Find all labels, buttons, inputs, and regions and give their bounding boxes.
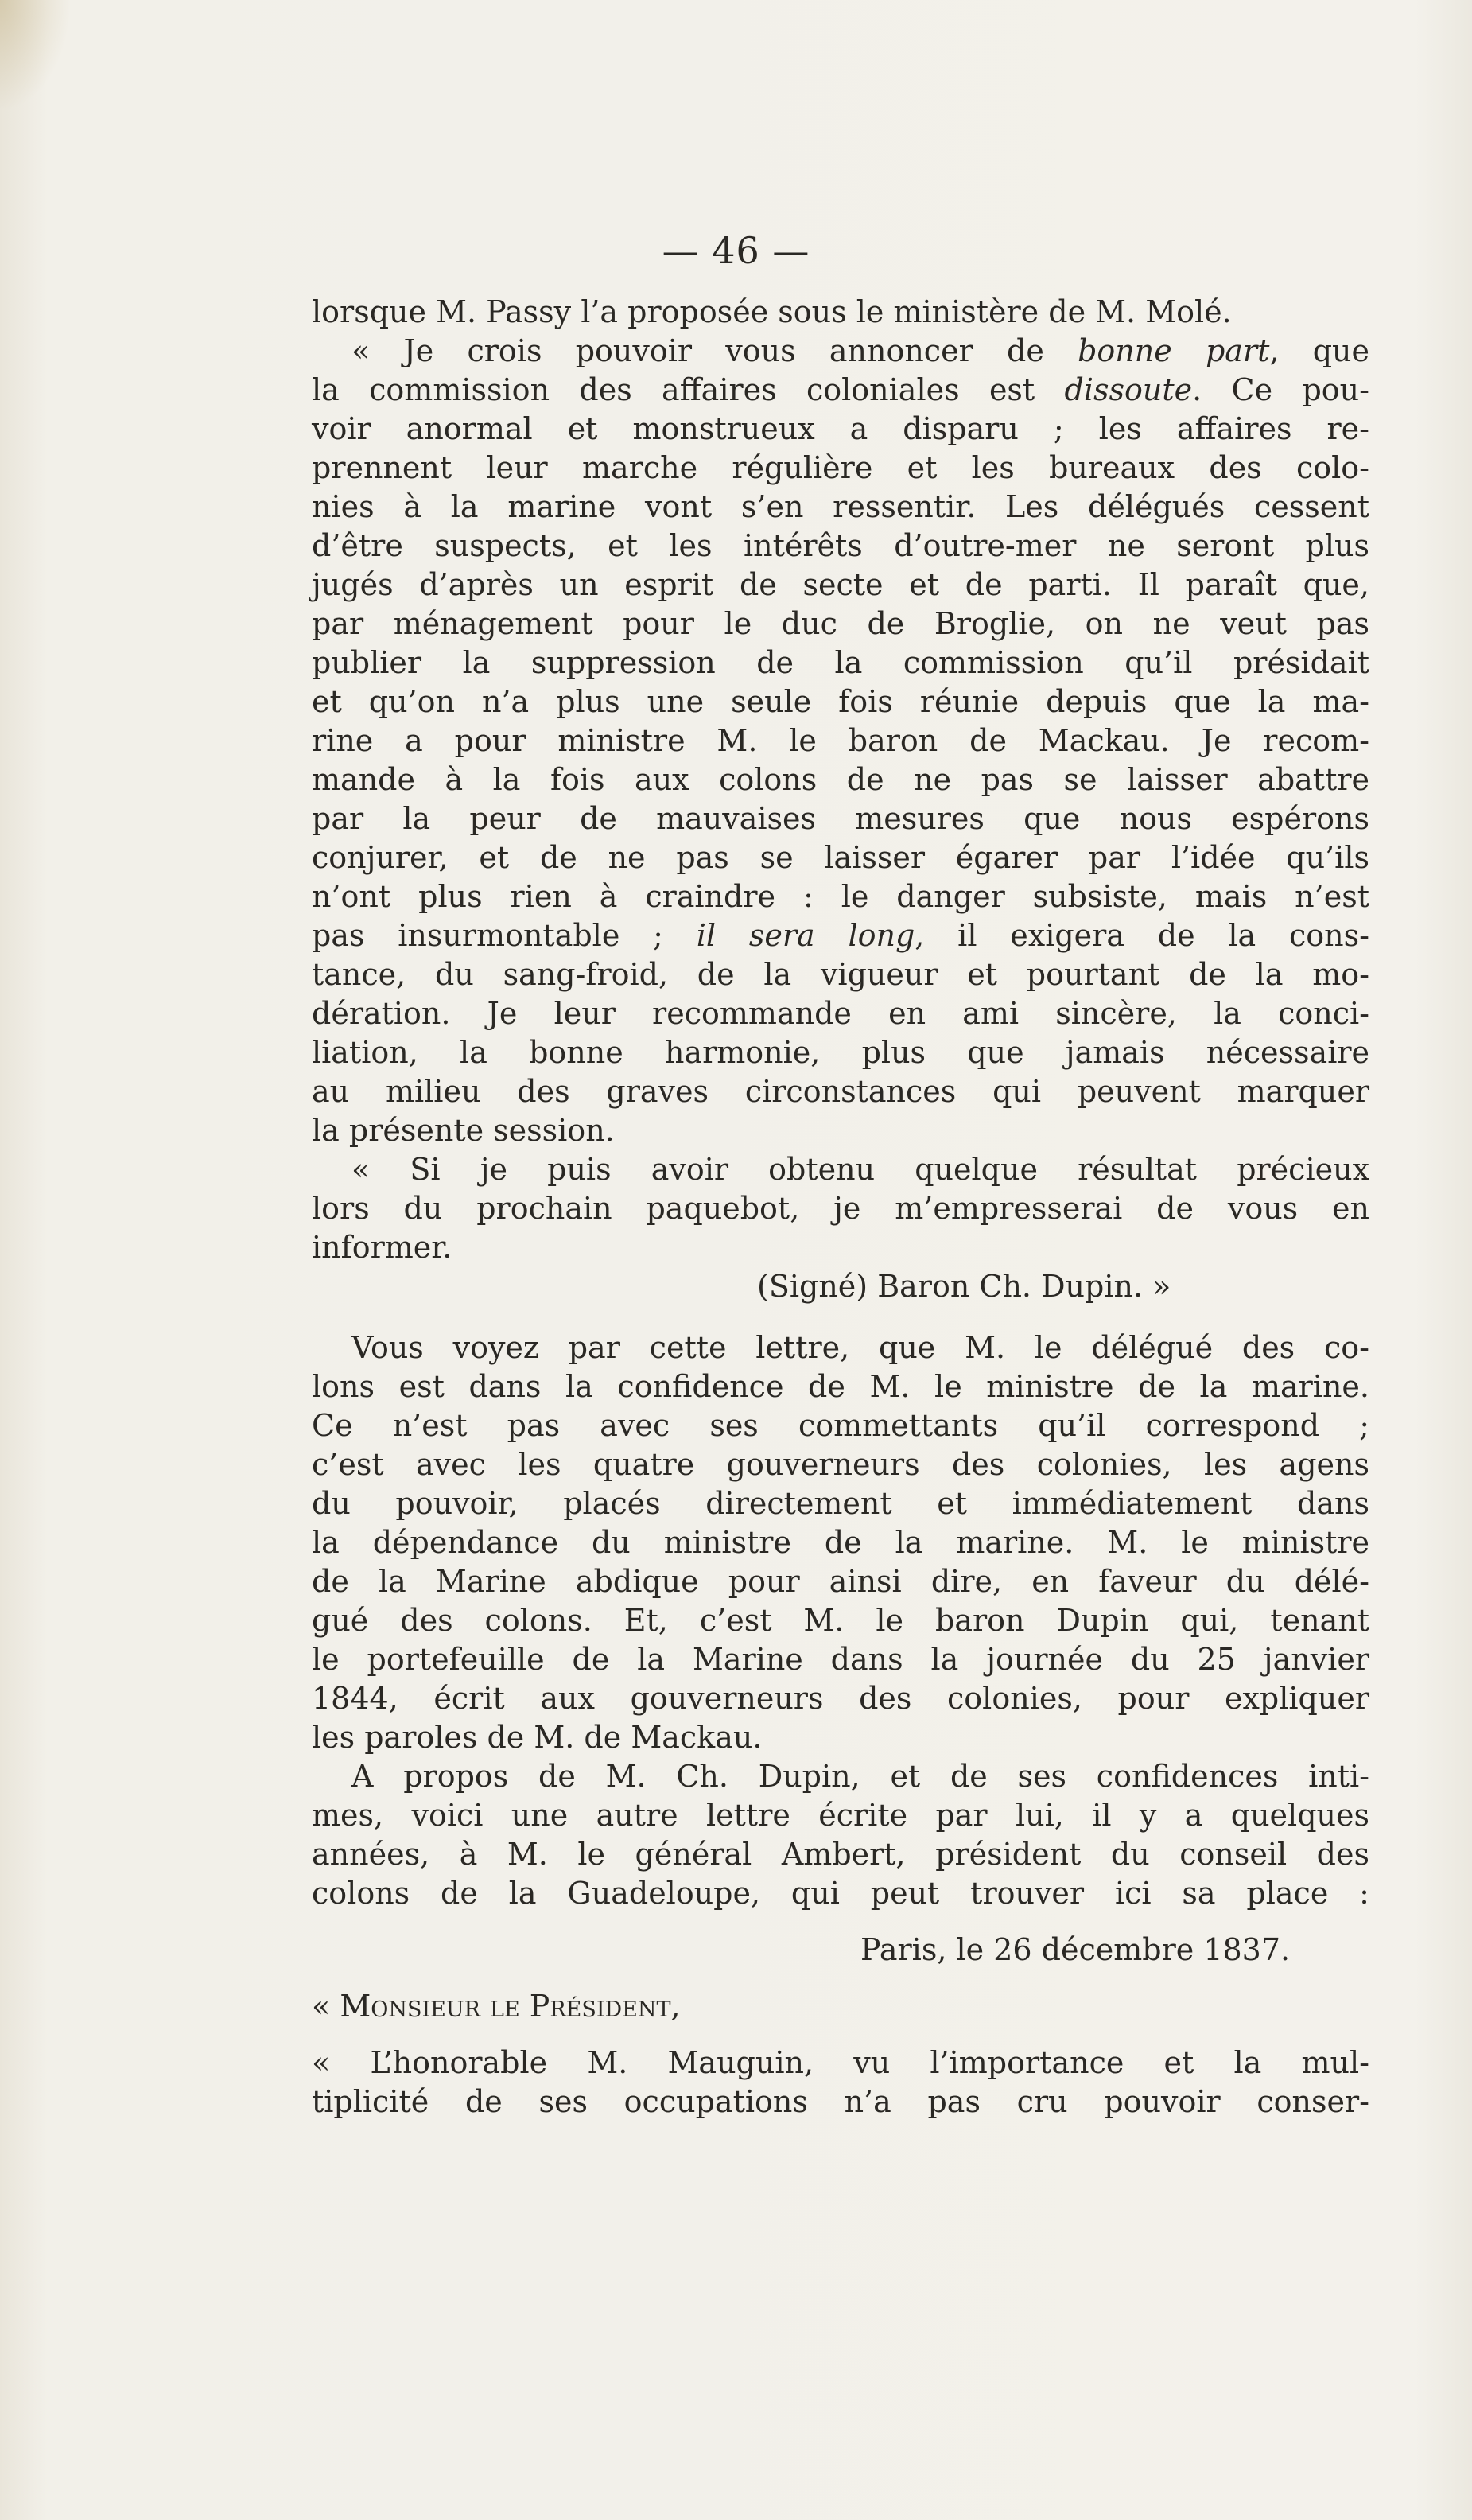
text-line: de la Marine abdique pour ainsi dire, en faveur du délé- xyxy=(312,1564,1369,1599)
text-line: pas insurmontable ; il sera long, il exigera de la cons- xyxy=(312,918,1369,953)
text-line: colons de la Guadeloupe, qui peut trouver ici sa place : xyxy=(312,1876,1369,1911)
second-letter-body xyxy=(312,2044,1369,2121)
text-line: lons est dans la confidence de M. le ministre de la marine. xyxy=(312,1369,1369,1404)
body-text xyxy=(312,293,1369,2121)
text-line: n’ont plus rien à craindre : le danger subsiste, mais n’est xyxy=(312,879,1369,914)
text-line: conjurer, et de ne pas se laisser égarer par l’idée qu’ils xyxy=(312,840,1369,875)
text-line: les paroles de M. de Mackau. xyxy=(312,1720,763,1755)
text-line: lorsque M. Passy l’a proposée sous le ministère de M. Molé. xyxy=(312,294,1232,329)
date-line: Paris, le 26 décembre 1837. xyxy=(860,1932,1291,1967)
text-line: tance, du sang-froid, de la vigueur et pourtant de la mo- xyxy=(312,957,1369,992)
text-line: dération. Je leur recommande en ami sincère, la conci- xyxy=(312,996,1369,1031)
text-line: « L’honorable M. Mauguin, vu l’importance et la mul- xyxy=(312,2045,1369,2080)
text-line: Vous voyez par cette lettre, que M. le délégué des co- xyxy=(351,1330,1369,1365)
commentary-paragraph xyxy=(312,1328,1369,1913)
text-line: 1844, écrit aux gouverneurs des colonies, pour expliquer xyxy=(312,1681,1369,1716)
page-number: — 46 — xyxy=(662,229,810,272)
text-line: jugés d’après un esprit de secte et de parti. Il paraît que, xyxy=(312,567,1369,602)
text-line: rine a pour ministre M. le baron de Mackau. Je recom- xyxy=(312,723,1369,758)
salutation-line: « Monsieur le Président, xyxy=(312,1989,681,2024)
text-line: au milieu des graves circonstances qui peuvent marquer xyxy=(312,1074,1369,1109)
text-line: voir anormal et monstrueux a disparu ; les affaires re- xyxy=(312,411,1369,446)
signature-line: (Signé) Baron Ch. Dupin. » xyxy=(757,1269,1171,1304)
text-line: la présente session. xyxy=(312,1113,615,1148)
text-line: nies à la marine vont s’en ressentir. Les délégués cessent xyxy=(312,489,1369,524)
text-line: tiplicité de ses occupations n’a pas cru pouvoir conser- xyxy=(312,2084,1369,2119)
text-line: la dépendance du ministre de la marine. M. le ministre xyxy=(312,1525,1369,1560)
text-line: mande à la fois aux colons de ne pas se laisser abattre xyxy=(312,762,1369,797)
text-line: la commission des affaires coloniales est dissoute. Ce pou- xyxy=(312,372,1369,407)
text-line: informer. xyxy=(312,1230,452,1265)
text-line: c’est avec les quatre gouverneurs des colonies, les agens xyxy=(312,1447,1369,1482)
text-line: gué des colons. Et, c’est M. le baron Dupin qui, tenant xyxy=(312,1603,1369,1638)
paper-stain xyxy=(0,0,72,111)
text-line: lors du prochain paquebot, je m’empresserai de vous en xyxy=(312,1191,1369,1226)
text-line: années, à M. le général Ambert, président du conseil des xyxy=(312,1837,1369,1872)
text-line: Ce n’est pas avec ses commettants qu’il correspond ; xyxy=(312,1408,1369,1443)
text-line: par la peur de mauvaises mesures que nous espérons xyxy=(312,801,1369,836)
text-line: du pouvoir, placés directement et immédiatement dans xyxy=(312,1486,1369,1521)
text-line: « Je crois pouvoir vous annoncer de bonne part, que xyxy=(351,333,1369,368)
text-line: A propos de M. Ch. Dupin, et de ses confidences inti- xyxy=(351,1759,1369,1794)
text-line: le portefeuille de la Marine dans la journée du 25 janvier xyxy=(312,1642,1369,1677)
text-line: mes, voici une autre lettre écrite par lui, il y a quelques xyxy=(312,1798,1369,1833)
text-line: et qu’on n’a plus une seule fois réunie depuis que la ma- xyxy=(312,684,1369,719)
text-line: liation, la bonne harmonie, plus que jamais nécessaire xyxy=(312,1035,1369,1070)
text-line: par ménagement pour le duc de Broglie, on ne veut pas xyxy=(312,606,1369,641)
letter-body xyxy=(312,293,1369,1267)
text-line: d’être suspects, et les intérêts d’outre-mer ne seront plus xyxy=(312,528,1369,563)
text-line: publier la suppression de la commission qu’il présidait xyxy=(312,645,1369,680)
text-line: prennent leur marche régulière et les bureaux des colo- xyxy=(312,450,1369,485)
text-line: « Si je puis avoir obtenu quelque résultat précieux xyxy=(351,1152,1369,1187)
